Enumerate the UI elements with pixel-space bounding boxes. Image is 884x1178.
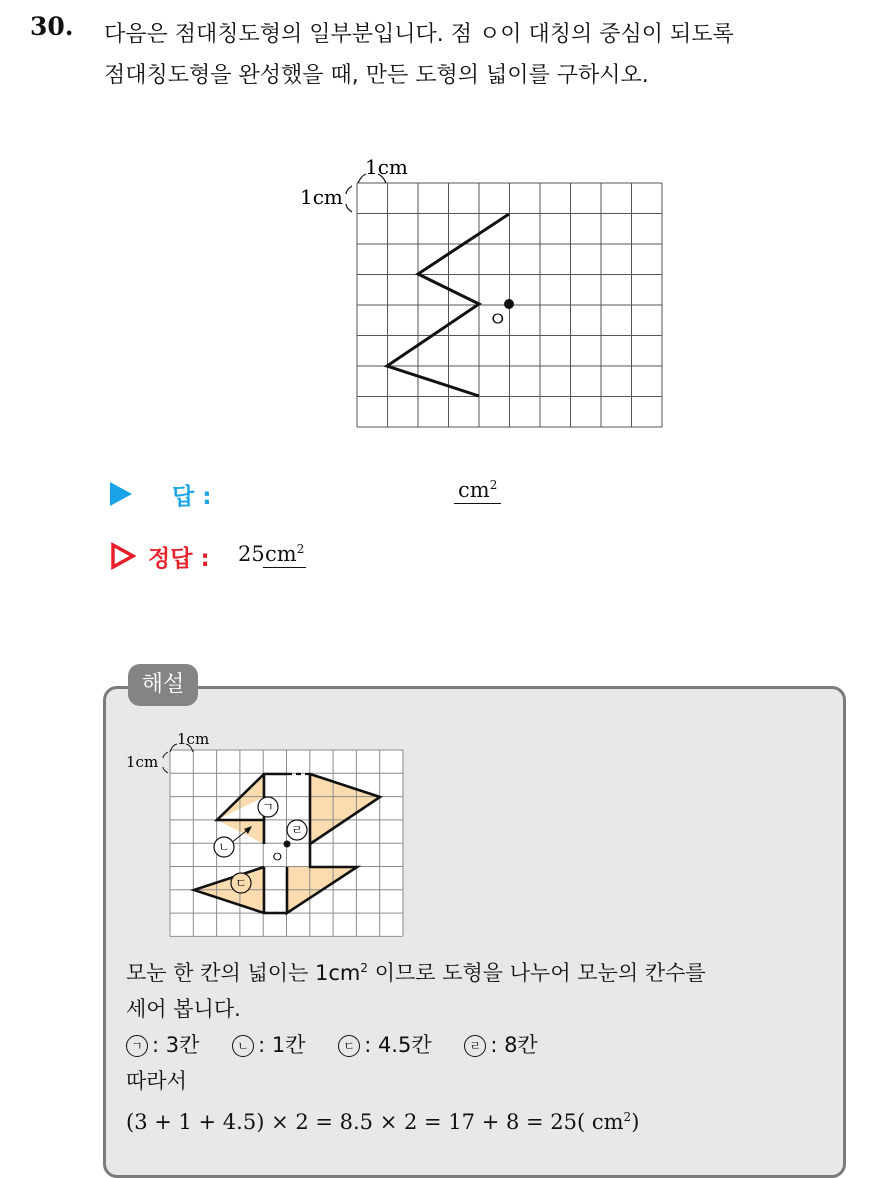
solution-unit-bracket-left bbox=[163, 752, 168, 773]
answer-unit-exponent: 2 bbox=[489, 478, 498, 492]
solution-text bbox=[126, 950, 836, 1140]
part-mark-digeut: ㄷ bbox=[338, 1035, 360, 1057]
solution-line-1b: 이므로 도형을 나누어 모눈의 칸수를 bbox=[368, 961, 706, 985]
unit-label-top: 1cm bbox=[365, 155, 408, 179]
region-mark-nieun: ㄴ bbox=[218, 840, 230, 854]
part-giyeok bbox=[126, 1027, 199, 1063]
part-text-giyeok: : 3칸 bbox=[152, 1033, 200, 1057]
answer-key-value: 25 bbox=[238, 542, 265, 566]
answer-unit: cm bbox=[458, 478, 490, 502]
part-digeut bbox=[338, 1027, 431, 1063]
part-mark-giyeok: ㄱ bbox=[126, 1035, 148, 1057]
solution-tag: 해설 bbox=[128, 664, 198, 706]
solution-center-label: ㅇ bbox=[270, 848, 285, 866]
part-text-digeut: : 4.5칸 bbox=[364, 1033, 432, 1057]
solution-line-1a: 모눈 한 칸의 넓이는 1 bbox=[126, 961, 329, 985]
solution-line-2: 세어 봅니다. bbox=[126, 997, 241, 1021]
part-nieun bbox=[232, 1027, 305, 1063]
solution-formula bbox=[126, 1099, 836, 1140]
part-text-nieun: : 1칸 bbox=[258, 1033, 306, 1057]
solution-formula-main: (3 + 1 + 4.5) × 2 = 8.5 × 2 = 17 + 8 = 25( cm bbox=[126, 1110, 624, 1134]
solution-line-1-exp: 2 bbox=[360, 961, 369, 975]
solution-line-1-unit: cm bbox=[328, 961, 361, 985]
solution-parts bbox=[126, 1027, 836, 1063]
region-mark-digeut: ㄷ bbox=[235, 876, 247, 890]
solution-line-1 bbox=[126, 950, 836, 991]
question-line-2: 점대칭도형을 완성했을 때, 만든 도형의 넓이를 구하시오. bbox=[104, 63, 649, 88]
part-mark-nieun: ㄴ bbox=[232, 1035, 254, 1057]
solution-formula-end: ) bbox=[631, 1110, 640, 1134]
solution-unit-label-left: 1cm bbox=[126, 753, 159, 771]
solution-center-point bbox=[284, 841, 291, 848]
solution-formula-exp: 2 bbox=[623, 1110, 632, 1124]
region-mark-rieul: ㄹ bbox=[291, 823, 303, 837]
answer-label: 답 : bbox=[172, 484, 212, 510]
question-line-1: 다음은 점대칭도형의 일부분입니다. 점 ㅇ이 대칭의 중심이 되도록 bbox=[104, 22, 734, 47]
answer-key-unit: cm bbox=[265, 542, 297, 566]
part-mark-rieul: ㄹ bbox=[464, 1035, 486, 1057]
part-rieul bbox=[464, 1027, 537, 1063]
center-label: ㅇ bbox=[488, 307, 508, 331]
solution-unit-label-top: 1cm bbox=[177, 730, 210, 748]
question-number: 30. bbox=[30, 12, 74, 41]
part-text-rieul: : 8칸 bbox=[490, 1033, 538, 1057]
region-mark-giyeok: ㄱ bbox=[262, 800, 274, 814]
unit-label-left: 1cm bbox=[300, 185, 343, 209]
answer-key-unit-exponent: 2 bbox=[296, 542, 305, 556]
solution-line-4: 따라서 bbox=[126, 1069, 187, 1093]
answer-key-label: 정답 : bbox=[148, 546, 210, 572]
